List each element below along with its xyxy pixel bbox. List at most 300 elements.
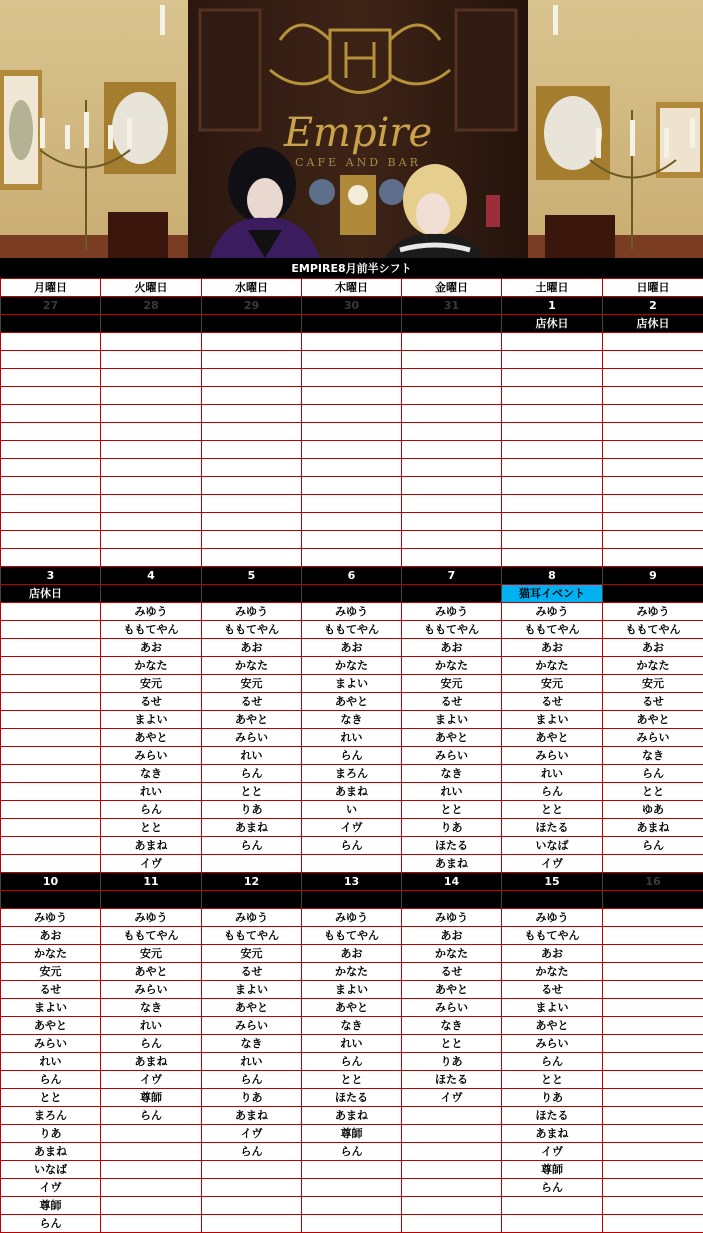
note-cell	[302, 891, 402, 909]
staff-cell	[101, 441, 202, 459]
staff-cell: らん	[302, 1143, 402, 1161]
staff-cell: かなた	[302, 963, 402, 981]
staff-cell	[502, 513, 603, 531]
staff-cell: ほたる	[302, 1089, 402, 1107]
staff-cell: とと	[101, 819, 202, 837]
staff-cell: らん	[502, 783, 603, 801]
staff-cell: まよい	[502, 711, 603, 729]
staff-cell	[603, 909, 703, 927]
staff-cell: あまね	[101, 837, 202, 855]
staff-cell: 安元	[402, 675, 502, 693]
staff-cell	[603, 1035, 703, 1053]
staff-cell	[302, 333, 402, 351]
staff-row	[1, 855, 703, 873]
date-cell: 12	[202, 873, 302, 891]
staff-cell: イヴ	[502, 855, 603, 873]
staff-cell: あまね	[603, 819, 703, 837]
staff-cell	[202, 405, 302, 423]
staff-cell	[202, 333, 302, 351]
staff-cell: みらい	[101, 981, 202, 999]
staff-row	[1, 603, 703, 621]
date-row	[1, 567, 703, 585]
staff-cell: とと	[603, 783, 703, 801]
staff-row	[1, 1071, 703, 1089]
staff-cell	[502, 531, 603, 549]
staff-cell: りあ	[502, 1089, 603, 1107]
staff-cell: ももてやん	[402, 621, 502, 639]
staff-cell	[502, 351, 603, 369]
staff-row	[1, 423, 703, 441]
staff-cell: とと	[502, 801, 603, 819]
staff-cell: あまね	[101, 1053, 202, 1071]
staff-cell	[202, 369, 302, 387]
shift-sheet	[0, 258, 703, 1233]
staff-cell	[101, 405, 202, 423]
staff-cell	[1, 855, 101, 873]
staff-cell: ももてやん	[101, 927, 202, 945]
shift-table	[0, 278, 703, 1233]
staff-cell	[101, 1179, 202, 1197]
note-cell	[101, 585, 202, 603]
staff-row	[1, 711, 703, 729]
staff-cell: みゆう	[502, 603, 603, 621]
staff-row	[1, 369, 703, 387]
staff-row	[1, 621, 703, 639]
staff-cell	[1, 801, 101, 819]
staff-cell	[603, 855, 703, 873]
staff-row	[1, 729, 703, 747]
staff-cell	[1, 693, 101, 711]
date-cell: 1	[502, 297, 603, 315]
staff-cell	[502, 441, 603, 459]
note-cell	[1, 891, 101, 909]
staff-cell	[1, 531, 101, 549]
date-cell: 29	[202, 297, 302, 315]
staff-cell: イヴ	[502, 1143, 603, 1161]
staff-cell: ゆあ	[603, 801, 703, 819]
staff-cell: らん	[603, 765, 703, 783]
staff-cell: ももてやん	[302, 927, 402, 945]
staff-cell	[603, 369, 703, 387]
staff-row	[1, 765, 703, 783]
logo-subtext: CAFE AND BAR	[295, 156, 421, 169]
staff-cell	[502, 333, 603, 351]
staff-cell: イヴ	[402, 1089, 502, 1107]
staff-cell	[402, 333, 502, 351]
staff-cell	[202, 549, 302, 567]
staff-cell: かなた	[502, 963, 603, 981]
staff-cell	[1, 441, 101, 459]
date-cell: 15	[502, 873, 603, 891]
staff-cell: イヴ	[101, 1071, 202, 1089]
staff-row	[1, 1125, 703, 1143]
staff-cell: あやと	[302, 693, 402, 711]
staff-cell	[202, 1161, 302, 1179]
staff-cell	[101, 549, 202, 567]
staff-cell: るせ	[202, 693, 302, 711]
staff-cell: みゆう	[603, 603, 703, 621]
staff-cell: あやと	[402, 981, 502, 999]
staff-cell	[302, 423, 402, 441]
staff-cell: かなた	[502, 657, 603, 675]
weekday-cell: 金曜日	[402, 279, 502, 297]
staff-cell: あまね	[502, 1125, 603, 1143]
staff-cell	[302, 387, 402, 405]
date-cell: 8	[502, 567, 603, 585]
staff-cell: 安元	[202, 675, 302, 693]
staff-cell: かなた	[202, 657, 302, 675]
staff-cell: れい	[302, 1035, 402, 1053]
staff-row	[1, 477, 703, 495]
staff-cell	[202, 351, 302, 369]
staff-cell: あまね	[202, 819, 302, 837]
staff-cell	[302, 513, 402, 531]
staff-row	[1, 981, 703, 999]
staff-cell	[402, 1215, 502, 1233]
staff-cell: らん	[302, 747, 402, 765]
staff-cell: あお	[302, 639, 402, 657]
staff-cell	[402, 459, 502, 477]
header-photo	[0, 0, 703, 258]
staff-cell: みゆう	[502, 909, 603, 927]
date-cell: 27	[1, 297, 101, 315]
staff-row	[1, 693, 703, 711]
staff-cell: とと	[302, 1071, 402, 1089]
staff-cell: イヴ	[302, 819, 402, 837]
staff-cell: なき	[402, 1017, 502, 1035]
staff-cell: れい	[1, 1053, 101, 1071]
date-cell: 14	[402, 873, 502, 891]
staff-row	[1, 351, 703, 369]
staff-row	[1, 801, 703, 819]
staff-cell	[603, 531, 703, 549]
staff-cell: ももてやん	[603, 621, 703, 639]
staff-cell: あお	[302, 945, 402, 963]
staff-cell	[1, 513, 101, 531]
staff-cell: るせ	[402, 693, 502, 711]
staff-cell: なき	[402, 765, 502, 783]
date-cell: 30	[302, 297, 402, 315]
staff-row	[1, 387, 703, 405]
staff-cell: らん	[302, 837, 402, 855]
staff-cell	[302, 459, 402, 477]
staff-cell	[1, 333, 101, 351]
note-cell	[402, 585, 502, 603]
staff-cell: れい	[101, 1017, 202, 1035]
staff-row	[1, 1017, 703, 1035]
staff-cell	[302, 549, 402, 567]
staff-row	[1, 1161, 703, 1179]
staff-cell	[603, 351, 703, 369]
staff-cell	[603, 1089, 703, 1107]
staff-cell	[603, 1017, 703, 1035]
staff-cell	[1, 621, 101, 639]
staff-cell	[1, 657, 101, 675]
staff-cell	[101, 459, 202, 477]
staff-row	[1, 495, 703, 513]
staff-cell	[402, 549, 502, 567]
staff-cell: なき	[101, 999, 202, 1017]
staff-cell	[502, 387, 603, 405]
staff-cell: らん	[502, 1053, 603, 1071]
staff-cell	[1, 351, 101, 369]
staff-cell	[302, 441, 402, 459]
staff-cell: あやと	[302, 999, 402, 1017]
staff-cell: あやと	[502, 729, 603, 747]
date-cell: 31	[402, 297, 502, 315]
staff-cell	[1, 387, 101, 405]
staff-cell: とと	[402, 801, 502, 819]
note-cell	[101, 891, 202, 909]
staff-cell	[603, 1053, 703, 1071]
note-cell	[1, 315, 101, 333]
staff-row	[1, 1179, 703, 1197]
staff-cell	[402, 369, 502, 387]
date-row	[1, 873, 703, 891]
staff-cell	[502, 1215, 603, 1233]
staff-cell: みらい	[502, 747, 603, 765]
staff-cell	[1, 423, 101, 441]
staff-cell	[101, 423, 202, 441]
staff-cell	[1, 459, 101, 477]
staff-cell: ほたる	[502, 1107, 603, 1125]
date-cell: 6	[302, 567, 402, 585]
staff-cell	[202, 441, 302, 459]
note-cell	[502, 891, 603, 909]
staff-cell: イヴ	[101, 855, 202, 873]
staff-cell	[1, 747, 101, 765]
staff-cell: あまね	[1, 1143, 101, 1161]
staff-cell	[402, 1161, 502, 1179]
staff-cell: なき	[101, 765, 202, 783]
staff-cell: ももてやん	[202, 621, 302, 639]
weekday-cell: 水曜日	[202, 279, 302, 297]
staff-cell: とと	[502, 1071, 603, 1089]
staff-cell: 安元	[101, 945, 202, 963]
staff-cell: るせ	[603, 693, 703, 711]
staff-row	[1, 747, 703, 765]
note-cell	[101, 315, 202, 333]
staff-cell: かなた	[101, 657, 202, 675]
staff-cell	[1, 729, 101, 747]
staff-cell: らん	[101, 1035, 202, 1053]
staff-row	[1, 405, 703, 423]
staff-cell: れい	[202, 747, 302, 765]
date-cell: 28	[101, 297, 202, 315]
staff-cell	[603, 459, 703, 477]
staff-cell	[502, 1197, 603, 1215]
date-cell: 11	[101, 873, 202, 891]
date-cell: 2	[603, 297, 703, 315]
staff-cell: まよい	[302, 675, 402, 693]
staff-cell	[101, 369, 202, 387]
staff-cell: みらい	[402, 999, 502, 1017]
staff-cell	[202, 1179, 302, 1197]
staff-cell: らん	[302, 1053, 402, 1071]
staff-cell	[101, 531, 202, 549]
staff-cell: あまね	[302, 783, 402, 801]
staff-cell: まろん	[302, 765, 402, 783]
staff-cell	[402, 405, 502, 423]
date-cell: 10	[1, 873, 101, 891]
staff-cell	[1, 639, 101, 657]
staff-cell	[603, 1071, 703, 1089]
staff-cell: るせ	[202, 963, 302, 981]
staff-cell	[101, 351, 202, 369]
staff-cell: ほたる	[502, 819, 603, 837]
staff-cell	[302, 405, 402, 423]
staff-row	[1, 1107, 703, 1125]
staff-cell: らん	[202, 837, 302, 855]
closed-day-label: 店休日	[1, 585, 101, 603]
logo-text: Empire	[283, 110, 432, 156]
staff-cell	[302, 351, 402, 369]
staff-cell: イヴ	[202, 1125, 302, 1143]
staff-cell: まよい	[302, 981, 402, 999]
staff-cell: あお	[502, 945, 603, 963]
staff-cell: なき	[302, 1017, 402, 1035]
staff-cell	[502, 423, 603, 441]
staff-cell: みゆう	[302, 909, 402, 927]
staff-cell	[603, 999, 703, 1017]
weekday-cell: 木曜日	[302, 279, 402, 297]
staff-cell: あお	[202, 639, 302, 657]
staff-cell: みらい	[1, 1035, 101, 1053]
staff-cell	[603, 963, 703, 981]
staff-cell	[502, 477, 603, 495]
staff-row	[1, 927, 703, 945]
staff-cell: とと	[402, 1035, 502, 1053]
staff-cell	[603, 513, 703, 531]
staff-cell	[603, 981, 703, 999]
note-cell	[603, 585, 703, 603]
staff-cell	[603, 1161, 703, 1179]
date-cell: 5	[202, 567, 302, 585]
staff-cell: あまね	[202, 1107, 302, 1125]
staff-cell	[603, 387, 703, 405]
staff-cell: なき	[202, 1035, 302, 1053]
staff-cell: あお	[402, 927, 502, 945]
staff-cell: みゆう	[202, 603, 302, 621]
staff-cell	[603, 333, 703, 351]
staff-cell	[302, 1179, 402, 1197]
staff-row	[1, 1197, 703, 1215]
staff-cell	[1, 405, 101, 423]
staff-cell: 尊師	[101, 1089, 202, 1107]
staff-cell: らん	[101, 1107, 202, 1125]
staff-cell	[101, 477, 202, 495]
staff-cell: とと	[202, 783, 302, 801]
staff-row	[1, 441, 703, 459]
date-cell: 16	[603, 873, 703, 891]
staff-cell: いなば	[1, 1161, 101, 1179]
staff-cell	[202, 513, 302, 531]
staff-cell: あやと	[101, 963, 202, 981]
staff-cell: あやと	[1, 1017, 101, 1035]
staff-cell: りあ	[1, 1125, 101, 1143]
staff-cell: みらい	[101, 747, 202, 765]
staff-cell: まよい	[502, 999, 603, 1017]
interior-photo-illustration	[0, 0, 703, 258]
staff-row	[1, 945, 703, 963]
note-cell	[402, 891, 502, 909]
staff-cell: みゆう	[202, 909, 302, 927]
staff-cell: かなた	[302, 657, 402, 675]
weekday-cell: 月曜日	[1, 279, 101, 297]
staff-row	[1, 639, 703, 657]
staff-cell: ほたる	[402, 1071, 502, 1089]
staff-cell: かなた	[1, 945, 101, 963]
staff-cell	[603, 927, 703, 945]
staff-cell: りあ	[402, 819, 502, 837]
staff-cell	[302, 477, 402, 495]
staff-row	[1, 783, 703, 801]
staff-cell	[402, 423, 502, 441]
staff-cell: れい	[502, 765, 603, 783]
staff-cell	[202, 855, 302, 873]
staff-cell: 安元	[202, 945, 302, 963]
staff-cell	[1, 765, 101, 783]
staff-cell: るせ	[101, 693, 202, 711]
staff-cell: あお	[603, 639, 703, 657]
staff-cell	[502, 549, 603, 567]
staff-cell	[202, 423, 302, 441]
staff-cell	[101, 1161, 202, 1179]
weekday-cell: 日曜日	[603, 279, 703, 297]
staff-row	[1, 513, 703, 531]
staff-cell	[603, 1143, 703, 1161]
note-cell	[402, 315, 502, 333]
staff-row	[1, 1035, 703, 1053]
staff-row	[1, 1089, 703, 1107]
staff-cell	[1, 711, 101, 729]
staff-cell	[302, 855, 402, 873]
staff-cell: みゆう	[402, 909, 502, 927]
staff-row	[1, 1143, 703, 1161]
staff-cell: なき	[603, 747, 703, 765]
staff-cell: あやと	[202, 999, 302, 1017]
staff-cell: みらい	[402, 747, 502, 765]
staff-cell: みらい	[603, 729, 703, 747]
weekday-header-row	[1, 279, 703, 297]
staff-cell: みゆう	[302, 603, 402, 621]
staff-cell: みらい	[502, 1035, 603, 1053]
staff-cell	[302, 531, 402, 549]
staff-row	[1, 819, 703, 837]
staff-cell	[603, 405, 703, 423]
staff-cell: りあ	[202, 801, 302, 819]
staff-cell	[202, 1197, 302, 1215]
staff-cell	[603, 477, 703, 495]
note-cell	[202, 585, 302, 603]
staff-cell: りあ	[402, 1053, 502, 1071]
staff-cell	[402, 1107, 502, 1125]
staff-cell	[402, 495, 502, 513]
staff-cell: とと	[1, 1089, 101, 1107]
staff-cell: まよい	[101, 711, 202, 729]
staff-cell: 尊師	[302, 1125, 402, 1143]
staff-cell	[202, 459, 302, 477]
staff-cell	[502, 459, 603, 477]
staff-cell: ももてやん	[302, 621, 402, 639]
staff-cell: れい	[302, 729, 402, 747]
note-row	[1, 585, 703, 603]
staff-cell	[402, 531, 502, 549]
staff-cell: らん	[1, 1215, 101, 1233]
staff-cell: かなた	[603, 657, 703, 675]
staff-cell	[202, 387, 302, 405]
note-row	[1, 315, 703, 333]
